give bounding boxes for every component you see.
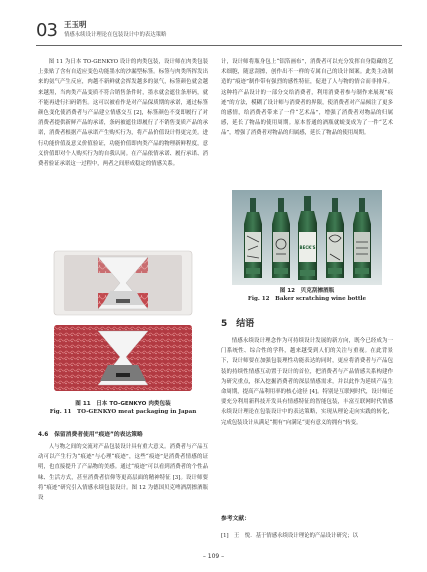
running-header bbox=[36, 20, 416, 42]
author-name: 王玉明 bbox=[64, 20, 87, 29]
section-5-heading: 5 结语 bbox=[221, 319, 255, 329]
body-paragraph: 人与物之间的交流对产品包装设计具有重大意义。消费者与产品互动可以产生行为“痕迹”与心理“痕迹”，这些“痕迹”是消费者情感的证明，也直接提升了产品物的美感。通过“痕迹”可以看到消费者的个性品味、生活方式，甚至消费者信仰等更高层面的精神特征 [3]。设计师要将“痕迹”研究引入情感永续包装设计。图 12 为德国贝克啤酒刮擦酒瓶设 bbox=[38, 444, 208, 502]
running-title: 情感永续设计理论在包装设计中的表达策略 bbox=[64, 32, 167, 38]
references-heading: 参考文献： bbox=[221, 516, 250, 522]
section-4-6-heading: 4.6 保留消费者使用“痕迹”的表达策略 bbox=[38, 432, 143, 438]
section-5-body bbox=[221, 336, 393, 428]
page-number: – 109 – bbox=[202, 553, 225, 560]
body-paragraph: 计，设计师将瓶身包上“铝箔画布”，消费者可以充分发挥自身隐藏的艺术细胞，随意刮擦，创作出不一样的专属自己的设计图案。此类主动制造的“痕迹”制作带有强烈的感性特征，促进了人与物的情合而非排斥。这种将产品设计的一部分交给消费者，利用消费者参与制作来展现“痕迹”的方法，模糊了设计师与消费者的界限，使消费者对产品倾注了更多的感情，给消费者带来了一件“艺术品”，增强了消费者对物品的归属感，延长了物品的使用周期。原本普通的酒瓶就蜕变成为了一件“艺术品”，增强了消费者对物品的归属感，延长了物品的使用周期。 bbox=[221, 59, 393, 137]
issue-number: 03 bbox=[36, 20, 57, 41]
figure-11-caption-en: Fig. 11 TO-GENKYO meat packaging in Japan bbox=[49, 409, 197, 415]
header-divider bbox=[36, 45, 402, 46]
body-paragraph: 图 11 为日本 TO-GENKYO 设计的肉类包装，设计师在肉类包装上张贴了含有自适应变色功能墨水的沙漏型标签。标签与肉类所挥发出来的氨气产生反应，肉越不新鲜就会挥发越多的氨气，标签颜色就会越来越黑，当肉类产品变质不符合销售条件时，墨水就会遮住条形码，就不能再进行扫码销售。这可以被看作是对产品保质期的承诺，通过标签颜色变化使消费者与产品建立情感交互 [2]，标签颜色不变即履行了对消费者提供新鲜产品的承诺，条码被遮住即履行了不销售变质产品的承诺，消费者根据产品承诺产生购买行为，将产品价值设计得更完美。进行功能价值及意义价值验证，功能价值即肉类产品的物理新鲜程度，意义价值即对个人购买行为的自我认同。在产品依情承诺、履行承诺、消费者验证承诺这一过程中，两者之间形成稳定的情感关系。 bbox=[38, 59, 208, 168]
right-column bbox=[221, 57, 393, 139]
body-paragraph: 情感永续设计理念作为可持续设计发展的新方向，既今已经成为一门系统性、综合性的学科，越来越受到人们的关注与重视。在此背景下，设计师要在加强包装理性功能表达的同时，更应将消费者与产品包装的持续性情感互动置于设计的首位，把消费者与产品情感关系构建作为研究重点，探入挖掘消费者的深层情感需求，并以此作为延续产品生命周期，提高产品利用率的核心途径 [4]。特别是互联网时代，设计师还要充分利用新科技开发具有情感特征的智能包装，丰富互联网时代情感永续设计理论在包装设计中的表达策略，实现从理论走向实践的转化，完成包装设计从满足“拥有”向满足“更有意义的拥有”转变。 bbox=[221, 338, 393, 426]
meat-packaging-illustration bbox=[38, 247, 208, 395]
bottle-label: BECK'S bbox=[299, 245, 316, 250]
figure-12-caption-cn: 图 12 贝克刮擦酒瓶 bbox=[279, 288, 335, 294]
figure-12-image bbox=[232, 190, 382, 285]
becks-bottles-illustration bbox=[232, 190, 382, 285]
figure-12-caption-en: Fig. 12 Baker scratching wine bottle bbox=[247, 296, 367, 302]
figure-11-caption-cn: 图 11 日本 TO-GENKYO 肉类包装 bbox=[75, 401, 171, 407]
left-column bbox=[38, 57, 208, 169]
section-4-6-body bbox=[38, 442, 208, 503]
reference-item: [1] 王 悦．基于情感永续设计理论的产品设计研究；以 bbox=[221, 533, 359, 539]
figure-11-image bbox=[38, 247, 208, 395]
